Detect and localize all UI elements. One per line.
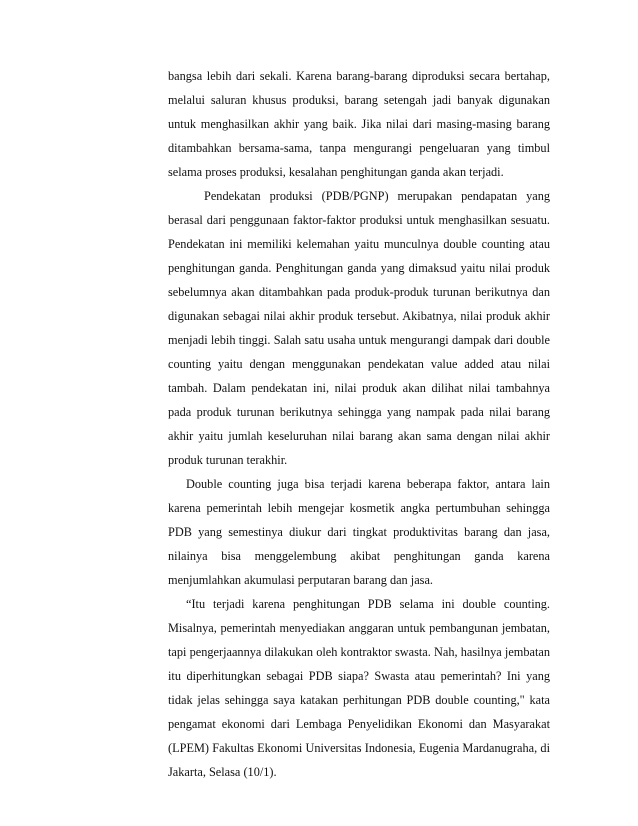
paragraph-continuation: bangsa lebih dari sekali. Karena barang-barang diproduksi secara bertahap, melalui saluran khusus produksi, barang setengah jadi banyak digunakan untuk menghasilkan akhir yang baik. Jika nilai dari masing-masing barang ditambahkan bersama-sama, tanpa mengurangi pengeluaran yang timbul selama proses produksi, kesalahan penghitungan ganda akan terjadi. [168,69,550,179]
paragraph-production-approach: Pendekatan produksi (PDB/PGNP) merupakan pendapatan yang berasal dari penggunaan faktor-faktor produksi untuk menghasilkan sesuatu. Pendekatan ini memiliki kelemahan yaitu munculnya double counting atau penghitungan ganda. Penghitungan ganda yang dimaksud yaitu nilai produk sebelumnya akan ditambahkan pada produk-produk turunan berikutnya dan digunakan sebagai nilai akhir produk tersebut. Akibatnya, nilai produk akhir menjadi lebih tinggi. Salah satu usaha untuk mengurangi dampak dari double counting yaitu dengan menggunakan pendekatan value added atau nilai tambah. Dalam pendekatan ini, nilai produk akan dilihat nilai tambahnya pada produk turunan berikutnya sehingga yang nampak pada nilai barang akhir yaitu jumlah keseluruhan nilai barang akan sama dengan nilai akhir produk turunan terakhir. [168,189,550,467]
paragraph-double-counting: Double counting juga bisa terjadi karena beberapa faktor, antara lain karena pemerintah lebih mengejar kosmetik angka pertumbuhan sehingga PDB yang semestinya diukur dari tingkat produktivitas barang dan jasa, nilainya bisa menggelembung akibat penghitungan ganda karena menjumlahkan akumulasi perputaran barang dan jasa. [168,477,550,587]
paragraph-quote: “Itu terjadi karena penghitungan PDB selama ini double counting. Misalnya, pemerintah menyediakan anggaran untuk pembangunan jembatan, tapi pengerjaannya dilakukan oleh kontraktor swasta. Nah, hasilnya jembatan itu diperhitungkan sebagai PDB siapa? Swasta atau pemerintah? Ini yang tidak jelas sehingga saya katakan perhitungan PDB double counting," kata pengamat ekonomi dari Lembaga Penyelidikan Ekonomi dan Masyarakat (LPEM) Fakultas Ekonomi Universitas Indonesia, Eugenia Mardanugraha, di Jakarta, Selasa (10/1). [168,597,550,779]
body-text [168,64,550,784]
